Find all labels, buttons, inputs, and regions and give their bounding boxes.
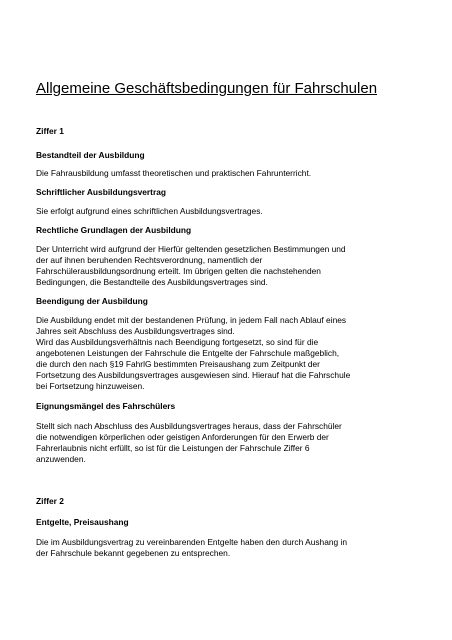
- section-number: Ziffer 1: [36, 126, 64, 136]
- clause-text: Stellt sich nach Abschluss des Ausbildungsvertrages heraus, dass der Fahrschüler die notwendigen körperlichen oder geistigen Anforderungen für den Erwerb der Fahrerlaubnis nicht erfüllt, so ist für die Leistungen der Fahrschule Ziffer 6 anzuwenden.: [36, 421, 342, 464]
- clause-heading: Eignungsmängel des Fahrschülers: [36, 401, 176, 411]
- clause-text: Sie erfolgt aufgrund eines schriftlichen Ausbildungsvertrages.: [36, 206, 263, 216]
- section-number: Ziffer 2: [36, 496, 64, 506]
- clause-heading: Beendigung der Ausbildung: [36, 296, 148, 306]
- section-ziffer-1: [36, 126, 426, 465]
- clause-heading: Bestandteil der Ausbildung: [36, 150, 145, 160]
- clause-heading: Rechtliche Grundlagen der Ausbildung: [36, 225, 192, 235]
- document-title: Allgemeine Geschäftsbedingungen für Fahrschulen: [36, 80, 378, 97]
- section-ziffer-2: [36, 496, 426, 559]
- clause-text: Die im Ausbildungsvertrag zu vereinbarenden Entgelte haben den durch Aushang in der Fahrschule bekannt gegebenen zu entsprechen.: [36, 537, 348, 558]
- clause-heading: Entgelte, Preisaushang: [36, 517, 129, 527]
- clause-text: Die Ausbildung endet mit der bestandenen Prüfung, in jedem Fall nach Ablauf eines Jahres seit Abschluss des Ausbildungsvertrages sind. Wird das Ausbildungsverhältnis nach Beendigung fortgesetzt, so sind für die angebotenen Leistungen der Fahrschule die Entgelte der Fahrschule maßgeblich, die durch den nach §19 FahrlG bestimmten Preisaushang zum Zeitpunkt der Fortsetzung des Ausbildungsvertrages ausgewiesen sind. Hierauf hat die Fahrschule bei Fortsetzung hinzuweisen.: [36, 315, 351, 391]
- clause-heading: Schriftlicher Ausbildungsvertrag: [36, 187, 166, 197]
- document-body: [36, 126, 426, 559]
- clause-text: Der Unterricht wird aufgrund der Hierfür geltenden gesetzlichen Bestimmungen und der auf ihnen beruhenden Rechtsverordnung, namentlich der Fahrschülerausbildungsordnung erteilt. Im übrigen gelten die nachstehenden Bedingungen, die Bestandteile des Ausbildungsvertrages sind.: [36, 244, 346, 287]
- clause-text: Die Fahrausbildung umfasst theoretischen und praktischen Fahrunterricht.: [36, 168, 312, 178]
